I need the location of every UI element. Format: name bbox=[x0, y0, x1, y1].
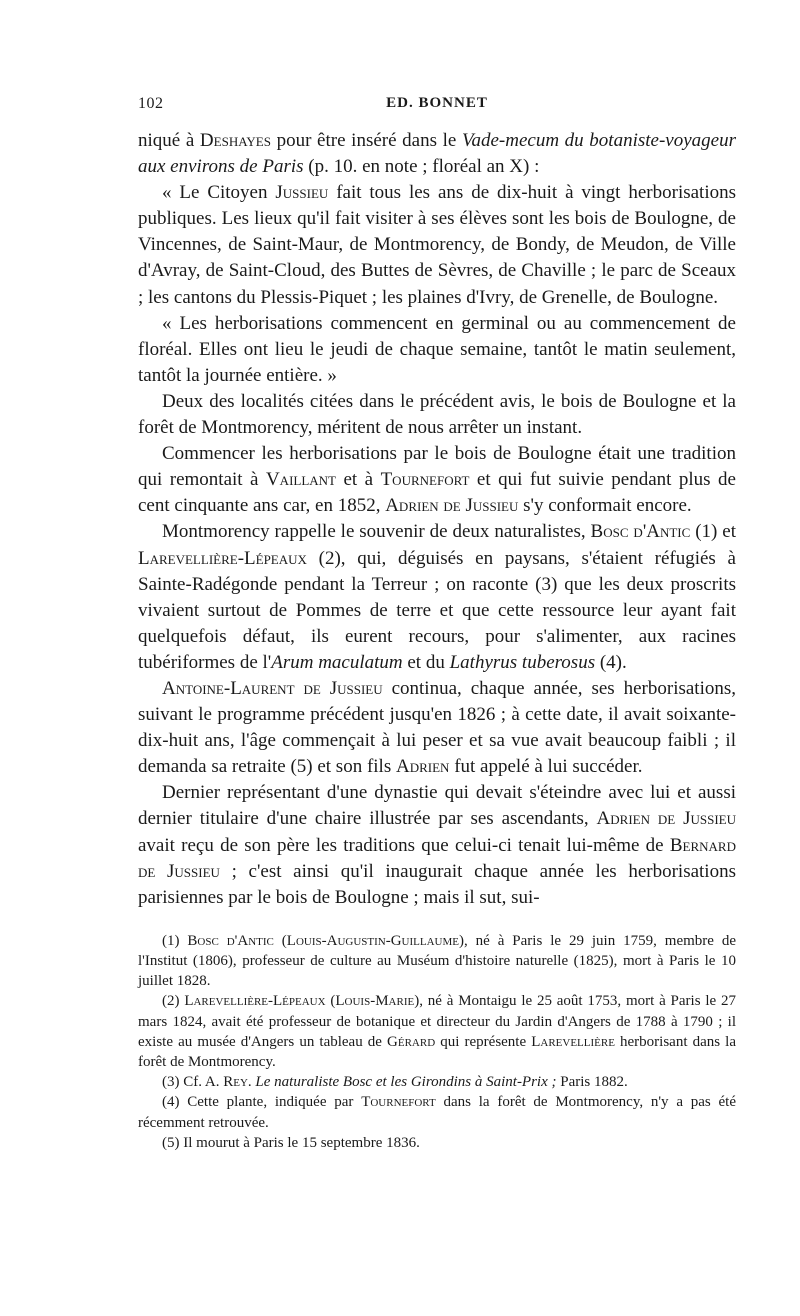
footnote-3 bbox=[138, 1072, 736, 1092]
paragraph-5 bbox=[138, 441, 736, 519]
small-caps-name: Antoine-Laurent de Jussieu bbox=[162, 677, 383, 699]
footnote-5 bbox=[138, 1133, 736, 1153]
text-run: ( bbox=[325, 993, 336, 1010]
page-header bbox=[138, 95, 736, 119]
running-head: ED. BONNET bbox=[386, 95, 488, 111]
text-run: (2), qui, déguisés en paysans, s'étaient réfugiés à Sainte-Radégonde pendant la Terreur ; on raconte (3) que les deux proscrits vivaient surtout de Pommes de terre et que cette ressource leur ayant fait quelquefois défaut, ils eurent recours, pour s'alimenter, aux racines tubériformes de l' bbox=[138, 547, 736, 673]
footnote-4 bbox=[138, 1092, 736, 1132]
small-caps-name: Bernard de Jussieu bbox=[138, 834, 736, 882]
small-caps-name: Jussieu bbox=[275, 182, 329, 204]
text-run: (p. 10. en note ; floréal an X) : bbox=[303, 156, 540, 178]
footnote-1 bbox=[138, 931, 736, 992]
small-caps-name: Gérard bbox=[387, 1033, 436, 1050]
paragraph-4 bbox=[138, 389, 736, 441]
small-caps-name: Louis-Augustin-Guillaume bbox=[286, 932, 459, 949]
text-run: fut appelé à lui succéder. bbox=[449, 756, 643, 778]
italic-text: Lathyrus tuberosus bbox=[449, 651, 596, 673]
small-caps-name: Bosc d'Antic bbox=[590, 521, 691, 543]
text-run: Paris 1882. bbox=[556, 1074, 628, 1091]
text-run: fait tous les ans de dix-huit à vingt herborisations publiques. Les lieux qu'il fait visiter à ses élèves sont les bois de Boulogne, de Vincennes, de Saint-Maur, de Montmorency, de Bondy, de Meudon, de Ville d'Avray, de Saint-Cloud, des Buttes de Sèvres, de Chaville ; le parc de Sceaux ; les cantons du Plessis-Piquet ; les plaines d'Ivry, de Grenelle, de Boulogne. bbox=[138, 182, 737, 308]
small-caps-name: Larevellière-Lépeaux bbox=[138, 547, 307, 569]
paragraph-1 bbox=[138, 128, 736, 180]
small-caps-name: Rey bbox=[223, 1074, 248, 1091]
body-text bbox=[138, 128, 736, 911]
small-caps-name: Vaillant bbox=[265, 469, 336, 491]
text-run: niqué à bbox=[138, 130, 200, 151]
text-run: pour être inséré dans le bbox=[270, 130, 462, 151]
text-run: (5) Il mourut à Paris le 15 septembre 1836. bbox=[162, 1134, 420, 1151]
footnotes bbox=[138, 931, 736, 1153]
small-caps-name: Adrien de Jussieu bbox=[596, 808, 737, 830]
text-run: et du bbox=[402, 651, 450, 673]
paragraph-3 bbox=[138, 311, 736, 389]
paragraph-7 bbox=[138, 676, 736, 780]
text-run: ), né à Paris le 29 juin 1759, membre de l'Institut (1806), professeur de culture au Muséum d'histoire naturelle (1825), mort à Paris le 10 juillet 1828. bbox=[138, 932, 737, 990]
text-run: Deux des localités citées dans le précédent avis, le bois de Boulogne et la forêt de Montmorency, méritent de nous arrêter un instant. bbox=[138, 390, 736, 439]
text-run: (2) bbox=[162, 993, 185, 1010]
text-run: et à bbox=[336, 469, 381, 491]
text-run: « Les herborisations commencent en germinal ou au commencement de floréal. Elles ont lieu le jeudi de chaque semaine, tantôt le matin seulement, tantôt la journée entière. » bbox=[138, 312, 736, 386]
text-run: ; c'est ainsi qu'il inaugurait chaque année les herborisations parisiennes par le bois de Boulogne ; mais il sut, sui- bbox=[138, 860, 736, 908]
text-run: (4) Cette plante, indiquée par bbox=[162, 1094, 362, 1111]
small-caps-name: Louis-Marie bbox=[335, 993, 415, 1010]
text-run: . bbox=[247, 1074, 256, 1091]
small-caps-name: Tournefort bbox=[380, 469, 470, 491]
text-run: continua, chaque année, ses herborisations, suivant le programme précédent jusqu'en 1826 ; à cette date, il avait soixante-dix-huit ans, l'âge commençait à lui peser et sa vue avait beaucoup faibli ; il demanda sa retraite (5) et son fils bbox=[138, 677, 737, 778]
small-caps-name: Larevellière bbox=[531, 1033, 615, 1050]
text-run: dans la forêt de Montmorency, n'y a pas été récemment retrouvée. bbox=[138, 1094, 736, 1131]
text-run: (1) et bbox=[690, 521, 736, 543]
small-caps-name: Adrien bbox=[395, 756, 450, 778]
small-caps-name: Bosc d'Antic bbox=[187, 932, 274, 949]
italic-text: Le naturaliste Bosc et les Girondins à Saint-Prix ; bbox=[255, 1074, 557, 1091]
text-run: Montmorency rappelle le souvenir de deux naturalistes, bbox=[162, 521, 591, 543]
italic-text: Vade-mecum du botaniste-voyageur aux environs de Paris bbox=[138, 130, 736, 178]
text-run: avait reçu de son père les traditions que celui-ci tenait lui-même de bbox=[138, 834, 670, 856]
footnote-2 bbox=[138, 991, 736, 1072]
paragraph-2 bbox=[138, 180, 736, 310]
book-page bbox=[138, 95, 736, 1153]
paragraph-8 bbox=[138, 780, 736, 910]
text-run: ), né à Montaigu le 25 août 1753, mort à Paris le 27 mars 1824, avait été professeur de botanique et directeur du Jardin d'Angers de 1788 à 1790 ; il existe au musée d'Angers un tableau de bbox=[138, 993, 737, 1050]
text-run: Commencer les herborisations par le bois de Boulogne était une tradition qui remontait à bbox=[138, 443, 736, 491]
page-number: 102 bbox=[138, 95, 164, 112]
text-run: (3) Cf. A. bbox=[162, 1074, 224, 1091]
paragraph-6 bbox=[138, 519, 736, 676]
text-run: Dernier représentant d'une dynastie qui devait s'éteindre avec lui et aussi dernier titulaire d'une chaire illustrée par ses ascendants, bbox=[138, 782, 736, 830]
text-run: ( bbox=[273, 932, 287, 949]
text-run: s'y conformait encore. bbox=[518, 495, 692, 517]
text-run: et qui fut suivie pendant plus de cent cinquante ans car, en 1852, bbox=[138, 469, 736, 517]
small-caps-name: Deshayes bbox=[199, 130, 271, 151]
text-run: herborisant dans la forêt de Montmorency. bbox=[138, 1033, 736, 1071]
text-run: « Le Citoyen bbox=[162, 182, 276, 204]
small-caps-name: Larevellière-Lépeaux bbox=[184, 993, 326, 1010]
text-run: (1) bbox=[162, 932, 188, 949]
text-run: qui représente bbox=[435, 1033, 532, 1050]
italic-text: Arum maculatum bbox=[271, 651, 403, 673]
small-caps-name: Adrien de Jussieu bbox=[385, 495, 519, 517]
small-caps-name: Tournefort bbox=[361, 1094, 436, 1111]
text-run: (4). bbox=[595, 651, 627, 673]
